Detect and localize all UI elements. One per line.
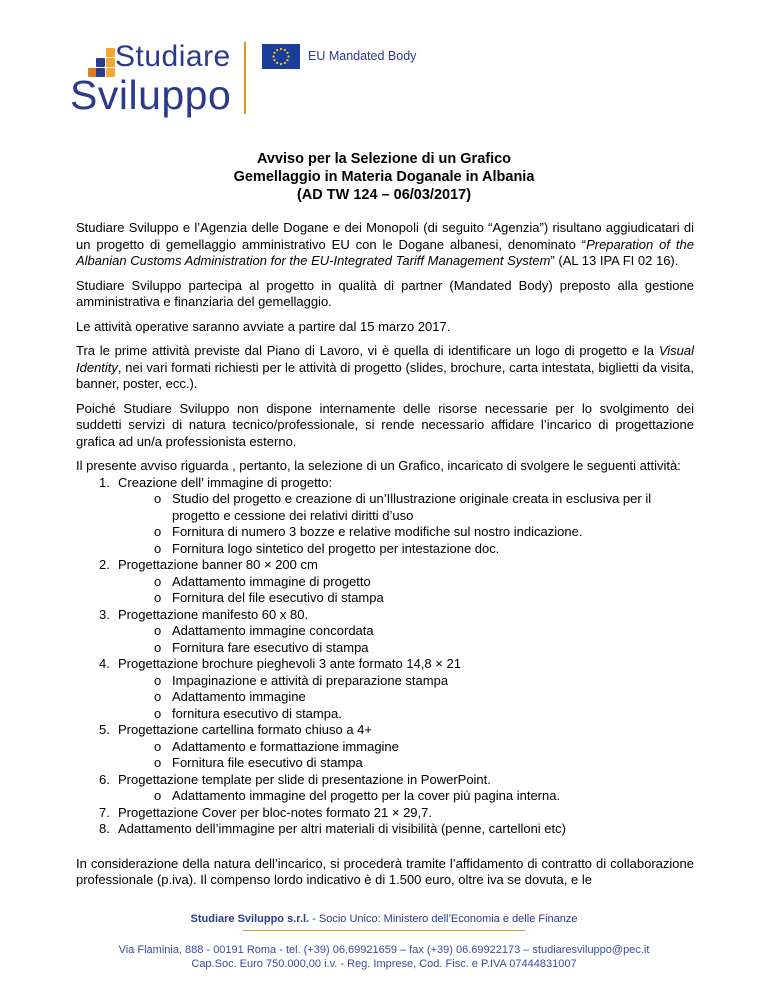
list-item-text: Progettazione cartellina formato chiuso a 4+ <box>118 722 373 737</box>
list-item <box>76 805 694 822</box>
studiare-sviluppo-logo <box>70 38 250 118</box>
paragraph-vi-text-b: , nei vari formati richiesti per le attività di progetto (slides, brochure, carta intestata, biglietti da visita, banner, poster, ecc.). <box>76 359 694 391</box>
sub-list-item <box>76 640 694 657</box>
sub-list-item-text: Adattamento immagine concordata <box>172 623 374 638</box>
list-item-text: Progettazione manifesto 60 x 80. <box>118 606 309 622</box>
sub-list-item-text: Fornitura file esecutivo di stampa <box>172 755 363 770</box>
bullet-icon: o <box>154 788 162 803</box>
paragraph-external-resources: Poiché Studiare Sviluppo non dispone internamente delle risorse necessarie per lo svolgimento dei suddetti servizi di natura tecnico/professionale, si rende necessario affidare l’incarico di progettazione grafica ad un/a professionista esterno. <box>76 400 694 449</box>
list-item <box>76 656 694 673</box>
sub-list-item-text: Fornitura del file esecutivo di stampa <box>172 590 384 605</box>
header-divider <box>244 42 246 114</box>
bullet-icon: o <box>154 639 162 655</box>
sub-list-item-text: Impaginazione e attività di preparazione stampa <box>172 672 449 688</box>
footer-registration: Cap.Soc. Euro 750.000,00 i.v. - Reg. Imprese, Cod. Fisc. e P.IVA 07444831007 <box>191 958 577 970</box>
list-item <box>76 557 694 574</box>
paragraph-start-date: Le attività operative saranno avviate a partire dal 15 marzo 2017. <box>76 318 451 334</box>
sub-list-item <box>76 574 694 591</box>
sub-list-item-text: Fornitura fare esecutivo di stampa <box>172 639 369 655</box>
list-item-text: Progettazione template per slide di presentazione in PowerPoint. <box>118 771 491 787</box>
list-item-text: Progettazione brochure pieghevoli 3 ante formato 14,8 × 21 <box>118 656 461 671</box>
list-item-text: Progettazione Cover per bloc-notes formato 21 × 29,7. <box>118 804 432 820</box>
paragraph-intro-text-b: ” (AL 13 IPA FI 02 16). <box>550 253 679 268</box>
footer-company <box>0 912 768 926</box>
sub-list-item <box>76 491 694 524</box>
list-item-text: Adattamento dell’immagine per altri materiali di visibilità (penne, cartelloni etc) <box>118 821 566 836</box>
bullet-icon: o <box>154 738 162 754</box>
bullet-icon: o <box>154 705 162 721</box>
bullet-icon: o <box>154 755 162 770</box>
bullet-icon: o <box>154 590 162 605</box>
sub-list-item <box>76 541 694 558</box>
list-item <box>76 722 694 739</box>
sub-list-item <box>76 623 694 640</box>
paragraph-visual-identity <box>76 343 694 393</box>
list-item-number: 3. <box>99 606 110 622</box>
bullet-icon: o <box>154 672 162 688</box>
sub-list-item <box>76 706 694 723</box>
document-body <box>76 220 694 897</box>
bullet-icon: o <box>154 689 162 704</box>
visual-identity-italic: Visual Identity <box>76 343 694 375</box>
list-item-number: 4. <box>99 656 110 671</box>
footer-address: Via Flaminia, 888 - 00191 Roma - tel. (+39) 06.69921659 – fax (+39) 06.69922173 – studiaresviluppo@pec.it <box>118 944 650 956</box>
sub-list-item <box>76 524 694 541</box>
sub-list-item-text: Adattamento immagine <box>172 689 306 704</box>
logo-text-studiare: Studiare <box>115 40 231 73</box>
paragraph-intro-text-a: Studiare Sviluppo e l’Agenzia delle Dogane e dei Monopoli (di seguito “Agenzia”) risultano aggiudicatari di un progetto di gemellaggio amministrativo EU con le Dogane albanesi, denominato “ <box>76 220 694 252</box>
bullet-icon: o <box>154 491 162 506</box>
list-item-number: 6. <box>99 771 110 787</box>
list-item <box>76 821 694 838</box>
bullet-icon: o <box>154 573 162 589</box>
sub-list-item <box>76 788 694 805</box>
sub-list-item-text: Adattamento immagine del progetto per la cover più pagina interna. <box>172 788 561 803</box>
list-item-number: 5. <box>99 722 110 737</box>
project-name-italic: Preparation of the Albanian Customs Administration for the EU-Integrated Tariff Management System <box>76 236 694 268</box>
paragraph-partner: Studiare Sviluppo partecipa al progetto in qualità di partner (Mandated Body) preposto alla gestione amministrativa e finanziaria del gemellaggio. <box>76 277 694 309</box>
sub-list-item <box>76 590 694 607</box>
list-item <box>76 475 694 492</box>
footer-company-owner: - Socio Unico: Ministero dell’Economia e delle Finanze <box>309 913 578 925</box>
bullet-icon: o <box>154 623 162 638</box>
sub-list-item-text: Adattamento immagine di progetto <box>172 573 371 589</box>
sub-list-item-text: fornitura esecutivo di stampa. <box>172 705 342 721</box>
title-line-2: Gemellaggio in Materia Doganale in Albania <box>233 169 535 185</box>
list-item-text: Progettazione banner 80 × 200 cm <box>118 557 318 572</box>
footer-divider <box>243 930 525 931</box>
bullet-icon: o <box>154 524 162 539</box>
sub-list-item-text: Adattamento e formattazione immagine <box>172 738 399 754</box>
sub-list-item-text: Studio del progetto e creazione di un’Illustrazione originale creata in esclusiva per il progetto e cessione dei relativi diritti d’uso <box>172 491 652 523</box>
sub-list-item <box>76 739 694 756</box>
list-item-number: 2. <box>99 557 110 572</box>
eu-mandated-body-label: EU Mandated Body <box>308 49 417 63</box>
paragraph-activities-intro: Il presente avviso riguarda , pertanto, la selezione di un Grafico, incaricato di svolgere le seguenti attività: <box>76 458 681 473</box>
title-line-3: (AD TW 124 – 06/03/2017) <box>296 187 472 203</box>
paragraph-vi-text-a: Tra le prime attività previste dal Piano di Lavoro, vi è quella di identificare un logo di progetto e la <box>76 343 659 358</box>
list-item-number: 7. <box>99 804 110 820</box>
list-item <box>76 772 694 789</box>
list-item <box>76 607 694 624</box>
list-item-text: Creazione dell’ immagine di progetto: <box>118 474 333 490</box>
title-line-1: Avviso per la Selezione di un Grafico <box>256 151 512 167</box>
logo-text-sviluppo: Sviluppo <box>70 72 232 118</box>
activity-list <box>76 475 694 838</box>
list-item-number: 8. <box>99 821 110 836</box>
sub-list-item <box>76 673 694 690</box>
sub-list-item <box>76 689 694 706</box>
bullet-icon: o <box>154 540 162 556</box>
eu-flag-icon <box>262 44 300 69</box>
list-item-number: 1. <box>99 474 110 490</box>
paragraph-contract: In considerazione della natura dell’incarico, si procederà tramite l’affidamento di contratto di collaborazione professionale (p.iva). Il compenso lordo indicativo è di 1.500 euro, oltre iva se dovuta, e le <box>76 855 694 887</box>
sub-list-item <box>76 755 694 772</box>
sub-list-item-text: Fornitura logo sintetico del progetto per intestazione doc. <box>172 540 500 556</box>
sub-list-item-text: Fornitura di numero 3 bozze e relative modifiche sul nostro indicazione. <box>172 524 583 539</box>
document-title <box>0 150 768 204</box>
paragraph-intro <box>76 220 694 270</box>
footer-company-name: Studiare Sviluppo s.r.l. <box>190 913 310 925</box>
